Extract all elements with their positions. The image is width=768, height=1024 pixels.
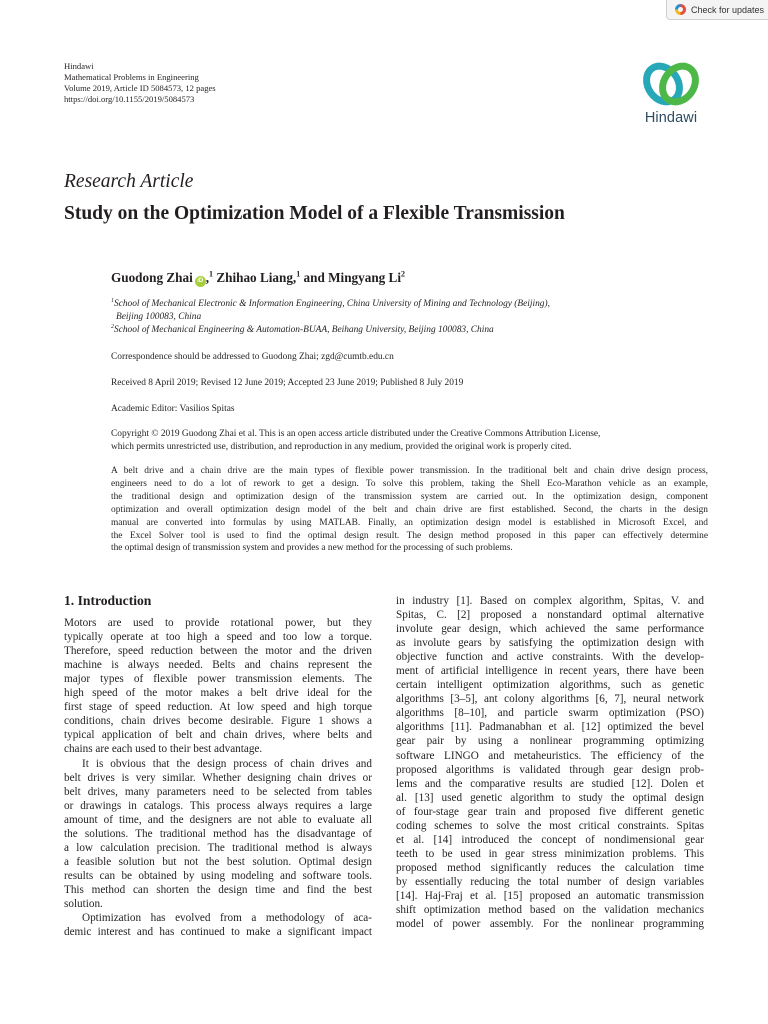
journal-info [64, 61, 216, 105]
text-line: model of power assembly. For the nonlinear programming [396, 918, 704, 931]
affil-sup: 2 [111, 323, 114, 330]
text-line: shift optimization method based on the validation mechanics [396, 904, 704, 917]
author-affil-sup: 1 [296, 269, 301, 279]
text-line: typical application of belt and chain drives, where belts and [64, 729, 372, 742]
text-line: in industry [1]. Based on complex algorithm, Spitas, V. and [396, 595, 704, 607]
text-line: amount of time, and the designers are not able to evaluate all [64, 813, 372, 826]
abstract-line: optimization and overall optimization design model of the belt and chain drive are first established. Second, the charts in the design [111, 504, 708, 515]
paragraph [64, 757, 372, 912]
text-line: a low calculation precision. The traditional method is always [64, 841, 372, 854]
copyright-line: Copyright © 2019 Guodong Zhai et al. This is an open access article distributed under the Creative Commons Attribution License, [111, 429, 601, 439]
volume-info: Volume 2019, Article ID 5084573, 12 pages [64, 83, 216, 93]
text-line: Spitas, C. [2] proposed a nonstandard optimal alternative [396, 609, 704, 622]
text-line: results can be obtained by using modeling and software tools. [64, 869, 372, 882]
copyright-line: which permits unrestricted use, distribution, and reproduction in any medium, provided the original work is properly cited. [111, 442, 572, 452]
hindawi-logo-icon [641, 60, 701, 108]
text-line: typically operate at too high a speed and too low a torque. [64, 631, 372, 644]
text-line: first stage of speed reduction. At low speed and high torque [64, 701, 372, 714]
abstract-line: manual are converted into formulas by using MATLAB. Finally, an optimization design model is established in Microsoft Excel, and [111, 517, 708, 528]
check-for-updates-button[interactable] [666, 0, 768, 20]
abstract-line: the traditional design and optimization design of the transmission system are carried out. In the optimization design, component [111, 491, 708, 502]
correspondence: Correspondence should be addressed to Guodong Zhai; zgd@cumtb.edu.cn [111, 352, 394, 362]
text-line: algorithms [11]. Padmanabhan et al. [12] optimized the bevel [396, 721, 704, 734]
text-line: ment of artificial intelligence in recent years, there have been [396, 665, 704, 678]
text-line: a feasible solution but not the best solution. Optimal design [64, 855, 372, 868]
text-line: major types of flexible power transmission elements. The [64, 673, 372, 686]
affil-sup: 1 [111, 297, 114, 304]
paragraph [64, 911, 372, 939]
text-line: certain intelligent optimization algorithms, such as genetic [396, 679, 704, 692]
text-line: algorithms [3–5], ant colony algorithms [6, 7], neural network [396, 693, 704, 706]
text-line: or drawings in catalogs. This process always requires a large [64, 799, 372, 812]
right-column [396, 594, 704, 931]
author-list: Guodong Zhai iD ,$^1$ Zhihao Liang,$^1$ and Mingyang Li$^2$ [111, 269, 406, 285]
text-line: of four-stage gear train and proposed five different genetic [396, 805, 704, 818]
affiliations [111, 298, 711, 337]
abstract-line: engineers need to do a lot of rework to get a design. To solve this problem, taking the Shell Eco-Marathon vehicle as an example, [111, 478, 708, 489]
doi-link[interactable]: https://doi.org/10.1155/2019/5084573 [64, 94, 195, 104]
text-line: teeth to be used in gear stress minimization problems. This [396, 847, 704, 860]
text-line: [14]. Haj-Fraj et al. [15] proposed an automatic transmission [396, 889, 704, 902]
text-line: objective function and active constraints. With the develop- [396, 651, 704, 664]
text-line: coding schemes to solve the most critical constraints. Spitas [396, 819, 704, 832]
article-title: Study on the Optimization Model of a Flexible Transmission [64, 203, 565, 224]
author-name: Zhihao Liang, [216, 270, 297, 285]
abstract-line: the Excel Solver tool is used to find the optimal design result. The design method proposed in this paper can effectively determine [111, 530, 708, 541]
text-line: This method can shorten the design time and find the best [64, 883, 372, 896]
text-line: It is obvious that the design process of chain drives and [82, 757, 372, 770]
abstract-line: A belt drive and a chain drive are the main types of flexible power transmission. In the traditional belt and chain drive design process, [111, 466, 708, 476]
text-line: machine is always needed. Belts and chains represent the [64, 659, 372, 672]
text-line: solution. [64, 897, 103, 910]
journal-name: Mathematical Problems in Engineering [64, 72, 199, 82]
author-name: and Mingyang Li [303, 270, 402, 285]
text-line: chains are each used to their best advantage. [64, 743, 263, 756]
hindawi-logo [634, 60, 708, 126]
publication-dates: Received 8 April 2019; Revised 12 June 2019; Accepted 23 June 2019; Published 8 July 2019 [111, 378, 464, 388]
left-column [64, 594, 372, 939]
text-line: demic interest and has continued to make a significant impact [64, 926, 372, 939]
text-line: involute gear design, which achieved the same performance [396, 623, 704, 636]
section-heading-introduction: 1. Introduction [64, 593, 152, 608]
academic-editor: Academic Editor: Vasilios Spitas [111, 404, 235, 414]
text-line: gear pair by using a nonlinear programming optimizing [396, 735, 704, 748]
text-line: proposed algorithms is validated through gear design prob- [396, 763, 704, 776]
abstract-line: the optimal design of transmission system and provides a new method for the processing of such problems. [111, 543, 513, 554]
text-line: Motors are used to provide rotational power, but they [64, 617, 372, 630]
text-line: al. [13] used genetic algorithm to study the optimal design [396, 791, 704, 804]
text-line: Therefore, speed reduction between the motor and the driven [64, 645, 372, 658]
article-type: Research Article [64, 171, 194, 192]
copyright-notice [111, 428, 711, 454]
text-line: et al. [14] introduced the concept of nondimensional gear [396, 833, 704, 846]
text-line: by essentially reducing the total number of design variables [396, 875, 704, 888]
author-affil-sup: 2 [401, 269, 406, 279]
logo-text: Hindawi [644, 110, 698, 126]
orcid-icon[interactable]: iD [195, 276, 206, 287]
text-line: proposed method significantly reduces the calculation time [396, 861, 704, 874]
text-line: lems and the comparative results are studied [12]. Dolen et [396, 777, 704, 790]
text-line: high speed of the motor makes a belt drive ideal for the [64, 687, 372, 700]
check-for-updates-label: Check for updates [691, 4, 765, 15]
affiliation-text: School of Mechanical Engineering & Automation-BUAA, Beihang University, Beijing 100083, China [114, 325, 494, 335]
text-line: belt drives, many parameters need to be selected from tables [64, 785, 372, 798]
text-line: Optimization has evolved from a methodology of aca- [82, 912, 372, 925]
text-line: the solutions. The traditional method has the disadvantage of [64, 827, 372, 840]
crossmark-icon [675, 4, 686, 15]
affiliation-text-cont: Beijing 100083, China [116, 312, 202, 322]
author-affil-sup: 1 [209, 269, 214, 279]
text-line: belt drives is very similar. Whether designing chain drives or [64, 771, 372, 784]
author-name: Guodong Zhai [111, 270, 193, 285]
text-line: algorithms [8–10], and particle swarm optimization (PSO) [396, 707, 704, 720]
publisher-name: Hindawi [64, 61, 94, 71]
text-line: as involute gears by satisfying the optimization design with [396, 637, 704, 650]
abstract [111, 465, 708, 555]
text-line: conditions, chain drives become desirable. Figure 1 shows a [64, 715, 372, 728]
paragraph [64, 616, 372, 756]
text-line: software LINGO and metaheuristics. The efficiency of the [396, 749, 704, 762]
affiliation-text: School of Mechanical Electronic & Information Engineering, China University of Mining and Technology (Beijing), [114, 299, 550, 309]
